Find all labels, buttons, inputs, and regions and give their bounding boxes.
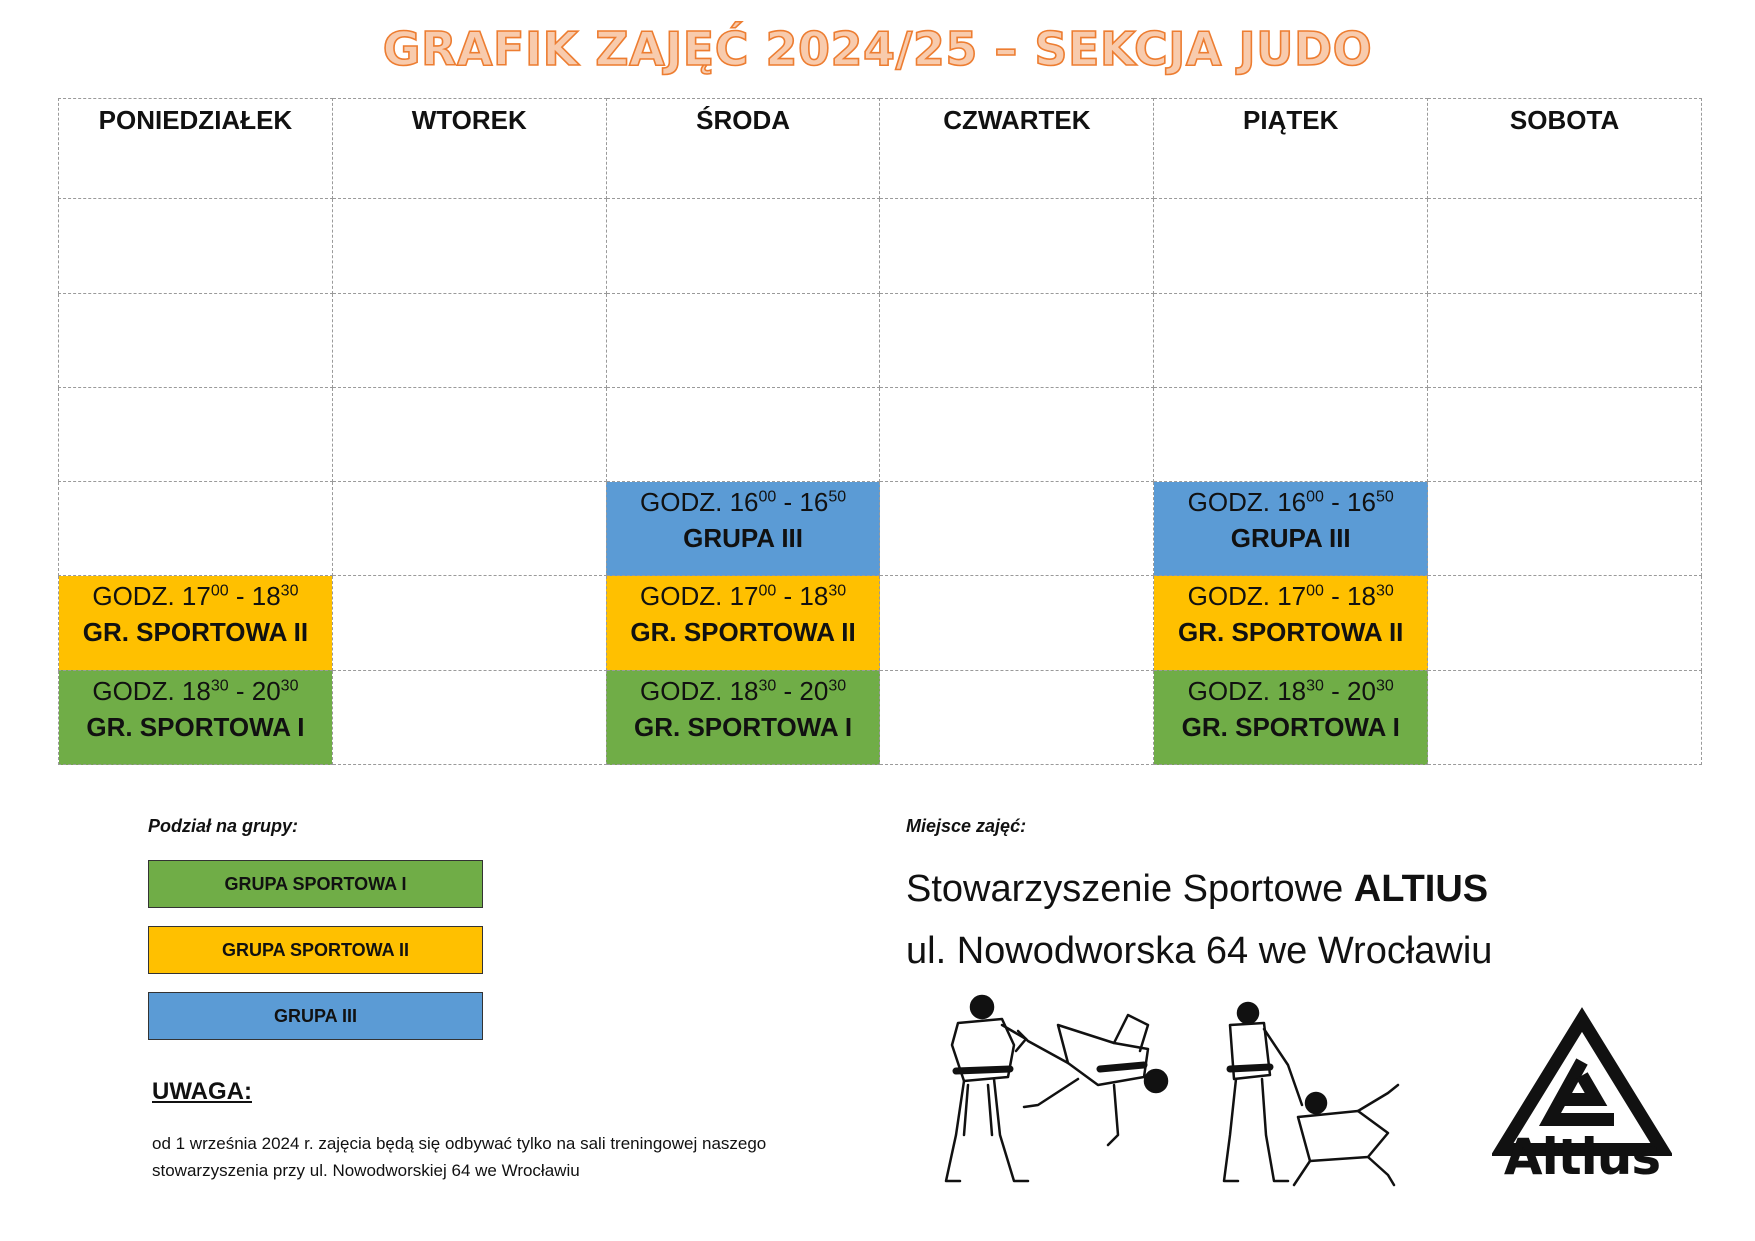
- slot-time: GODZ. $16^{00} - 16^{50}$: [1187, 487, 1394, 518]
- slot-monday-sportowa-ii: [59, 576, 333, 670]
- slot-group: GRUPA III: [1230, 523, 1351, 554]
- slot-group: GR. SPORTOWA II: [82, 617, 309, 648]
- empty-cell: [880, 293, 1154, 387]
- slot-time: GODZ. $16^{00} - 16^{50}$: [640, 487, 847, 518]
- day-header-friday: PIĄTEK: [1154, 99, 1428, 199]
- day-header-tuesday: WTOREK: [332, 99, 606, 199]
- empty-cell: [332, 670, 606, 764]
- empty-cell: [59, 199, 333, 293]
- empty-cell: [59, 293, 333, 387]
- empty-cell: [332, 293, 606, 387]
- header-row: [59, 99, 1702, 199]
- slot-wednesday-sportowa-i: [606, 670, 880, 764]
- slot-group: GR. SPORTOWA I: [1181, 711, 1400, 742]
- empty-cell: [1154, 293, 1428, 387]
- legend-item-sportowa-i: GRUPA SPORTOWA I: [148, 860, 483, 908]
- empty-cell: [1428, 387, 1702, 481]
- day-header-thursday: CZWARTEK: [880, 99, 1154, 199]
- empty-cell: [332, 482, 606, 576]
- empty-cell: [880, 482, 1154, 576]
- empty-cell: [880, 670, 1154, 764]
- slot-group: GR. SPORTOWA I: [86, 711, 305, 742]
- empty-cell: [1428, 576, 1702, 670]
- empty-cell: [606, 293, 880, 387]
- place-address: ul. Nowodworska 64 we Wrocławiu: [906, 930, 1493, 972]
- empty-cell: [1428, 670, 1702, 764]
- empty-cell: [606, 199, 880, 293]
- table-row: [59, 199, 1702, 293]
- slot-group: GR. SPORTOWA II: [630, 617, 856, 648]
- slot-time: GODZ. $17^{00} - 18^{30}$: [640, 581, 847, 612]
- schedule-table: [58, 98, 1702, 765]
- slot-wednesday-grupa-iii: [606, 482, 880, 576]
- empty-cell: [1154, 387, 1428, 481]
- day-header-saturday: SOBOTA: [1428, 99, 1702, 199]
- slot-group: GR. SPORTOWA II: [1178, 617, 1404, 648]
- place-title: Miejsce zajęć:: [906, 816, 1027, 836]
- slot-time: GODZ. $18^{30} - 20^{30}$: [92, 675, 299, 706]
- table-row: [59, 576, 1702, 670]
- slot-friday-sportowa-i: [1154, 670, 1428, 764]
- table-row: [59, 482, 1702, 576]
- slot-time: GODZ. $18^{30} - 20^{30}$: [1187, 675, 1394, 706]
- legend-item-grupa-iii: GRUPA III: [148, 992, 483, 1040]
- day-header-wednesday: ŚRODA: [606, 99, 880, 199]
- slot-time: GODZ. $18^{30} - 20^{30}$: [640, 675, 847, 706]
- slot-wednesday-sportowa-ii: [606, 576, 880, 670]
- empty-cell: [59, 482, 333, 576]
- logo-text: Altius: [1503, 1128, 1661, 1186]
- empty-cell: [606, 387, 880, 481]
- slot-group: GRUPA III: [683, 523, 804, 554]
- slot-group: GR. SPORTOWA I: [634, 711, 853, 742]
- judo-throw-illustration-icon: [918, 985, 1448, 1195]
- empty-cell: [880, 387, 1154, 481]
- notice-text: od 1 września 2024 r. zajęcia będą się odbywać tylko na sali treningowej naszego stowarzyszenia przy ul. Nowodworskiej 64 we Wrocławiu: [152, 1134, 767, 1180]
- empty-cell: [332, 576, 606, 670]
- empty-cell: [332, 387, 606, 481]
- place-name: Stowarzyszenie Sportowe ALTIUS: [906, 868, 1489, 910]
- empty-cell: [880, 576, 1154, 670]
- slot-monday-sportowa-i: [59, 670, 333, 764]
- slot-time: GODZ. $17^{00} - 18^{30}$: [1187, 581, 1394, 612]
- page-title: GRAFIK ZAJĘĆ 2024/25 – SEKCJA JUDO: [382, 22, 1373, 76]
- empty-cell: [1428, 482, 1702, 576]
- empty-cell: [59, 387, 333, 481]
- table-row: [59, 670, 1702, 764]
- notice-title: UWAGA:: [152, 1078, 252, 1105]
- empty-cell: [1154, 199, 1428, 293]
- empty-cell: [880, 199, 1154, 293]
- table-row: [59, 387, 1702, 481]
- legend-title: Podział na grupy:: [148, 816, 299, 836]
- legend-item-sportowa-ii: GRUPA SPORTOWA II: [148, 926, 483, 974]
- day-header-monday: PONIEDZIAŁEK: [59, 99, 333, 199]
- slot-time: GODZ. $17^{00} - 18^{30}$: [92, 581, 299, 612]
- table-row: [59, 293, 1702, 387]
- slot-friday-grupa-iii: [1154, 482, 1428, 576]
- empty-cell: [1428, 199, 1702, 293]
- empty-cell: [332, 199, 606, 293]
- empty-cell: [1428, 293, 1702, 387]
- slot-friday-sportowa-ii: [1154, 576, 1428, 670]
